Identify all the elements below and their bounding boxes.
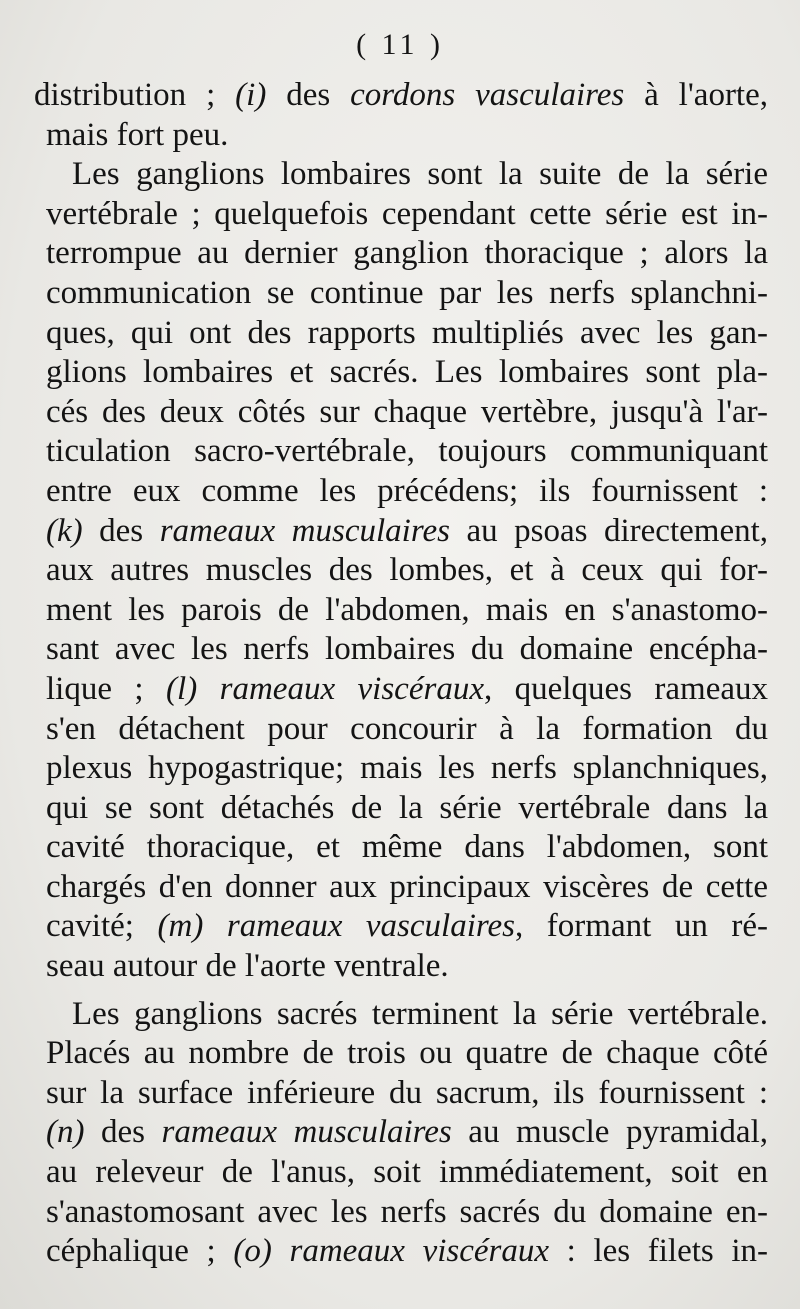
text-line: (k) des rameaux musculaires au psoas directement,: [46, 512, 769, 549]
text-line: s'anastomosant avec les nerfs sacrés du domaine en-: [46, 1193, 768, 1230]
text-line: cavité; (m) rameaux vasculaires, formant un ré-: [46, 908, 769, 945]
text-line: cés des deux côtés sur chaque vertèbre, jusqu'à l'ar-: [46, 393, 768, 430]
text-line: (n) des rameaux musculaires au muscle pyramidal,: [46, 1114, 768, 1151]
text-line: Placés au nombre de trois ou quatre de chaque côté: [46, 1035, 768, 1072]
text-line: plexus hypogastrique; mais les nerfs splanchniques,: [46, 750, 768, 787]
text-line: sant avec les nerfs lombaires du domaine encépha-: [46, 631, 768, 668]
text-line: seau autour de l'aorte ventrale.: [46, 948, 449, 985]
text-line: chargés d'en donner aux principaux viscères de cette: [46, 868, 768, 905]
text-line: ment les parois de l'abdomen, mais en s'anastomo-: [46, 591, 768, 628]
body-text: [32, 76, 768, 1272]
text-line: Les ganglions lombaires sont la suite de la série: [72, 156, 768, 193]
page-number: ( 11 ): [356, 28, 444, 61]
text-line: au releveur de l'anus, soit immédiatement, soit en: [46, 1154, 768, 1191]
text-line: entre eux comme les précédens; ils fournissent :: [46, 472, 768, 509]
text-line: terrompue au dernier ganglion thoracique ; alors la: [46, 235, 768, 272]
text-line: mais fort peu.: [46, 116, 229, 153]
text-line: ques, qui ont des rapports multipliés avec les gan-: [46, 314, 768, 351]
text-line: lique ; (l) rameaux viscéraux, quelques rameaux: [46, 670, 768, 707]
text-line: ticulation sacro-vertébrale, toujours communiquant: [46, 433, 768, 470]
text-line: cavité thoracique, et même dans l'abdomen, sont: [46, 829, 768, 866]
text-line: aux autres muscles des lombes, et à ceux qui for-: [46, 552, 768, 589]
text-line: sur la surface inférieure du sacrum, ils fournissent :: [46, 1074, 768, 1111]
text-line: céphalique ; (o) rameaux viscéraux : les filets in-: [46, 1233, 769, 1270]
text-line: s'en détachent pour concourir à la formation du: [46, 710, 768, 747]
text-line: vertébrale ; quelquefois cependant cette série est in-: [46, 195, 768, 232]
text-line: communication se continue par les nerfs splanchni-: [46, 274, 768, 311]
text-line: Les ganglions sacrés terminent la série vertébrale.: [72, 995, 768, 1032]
text-line: distribution ; (i) des cordons vasculaires à l'aorte,: [34, 77, 768, 113]
text-line: glions lombaires et sacrés. Les lombaires sont pla-: [46, 354, 768, 391]
text-line: qui se sont détachés de la série vertébrale dans la: [46, 789, 768, 826]
